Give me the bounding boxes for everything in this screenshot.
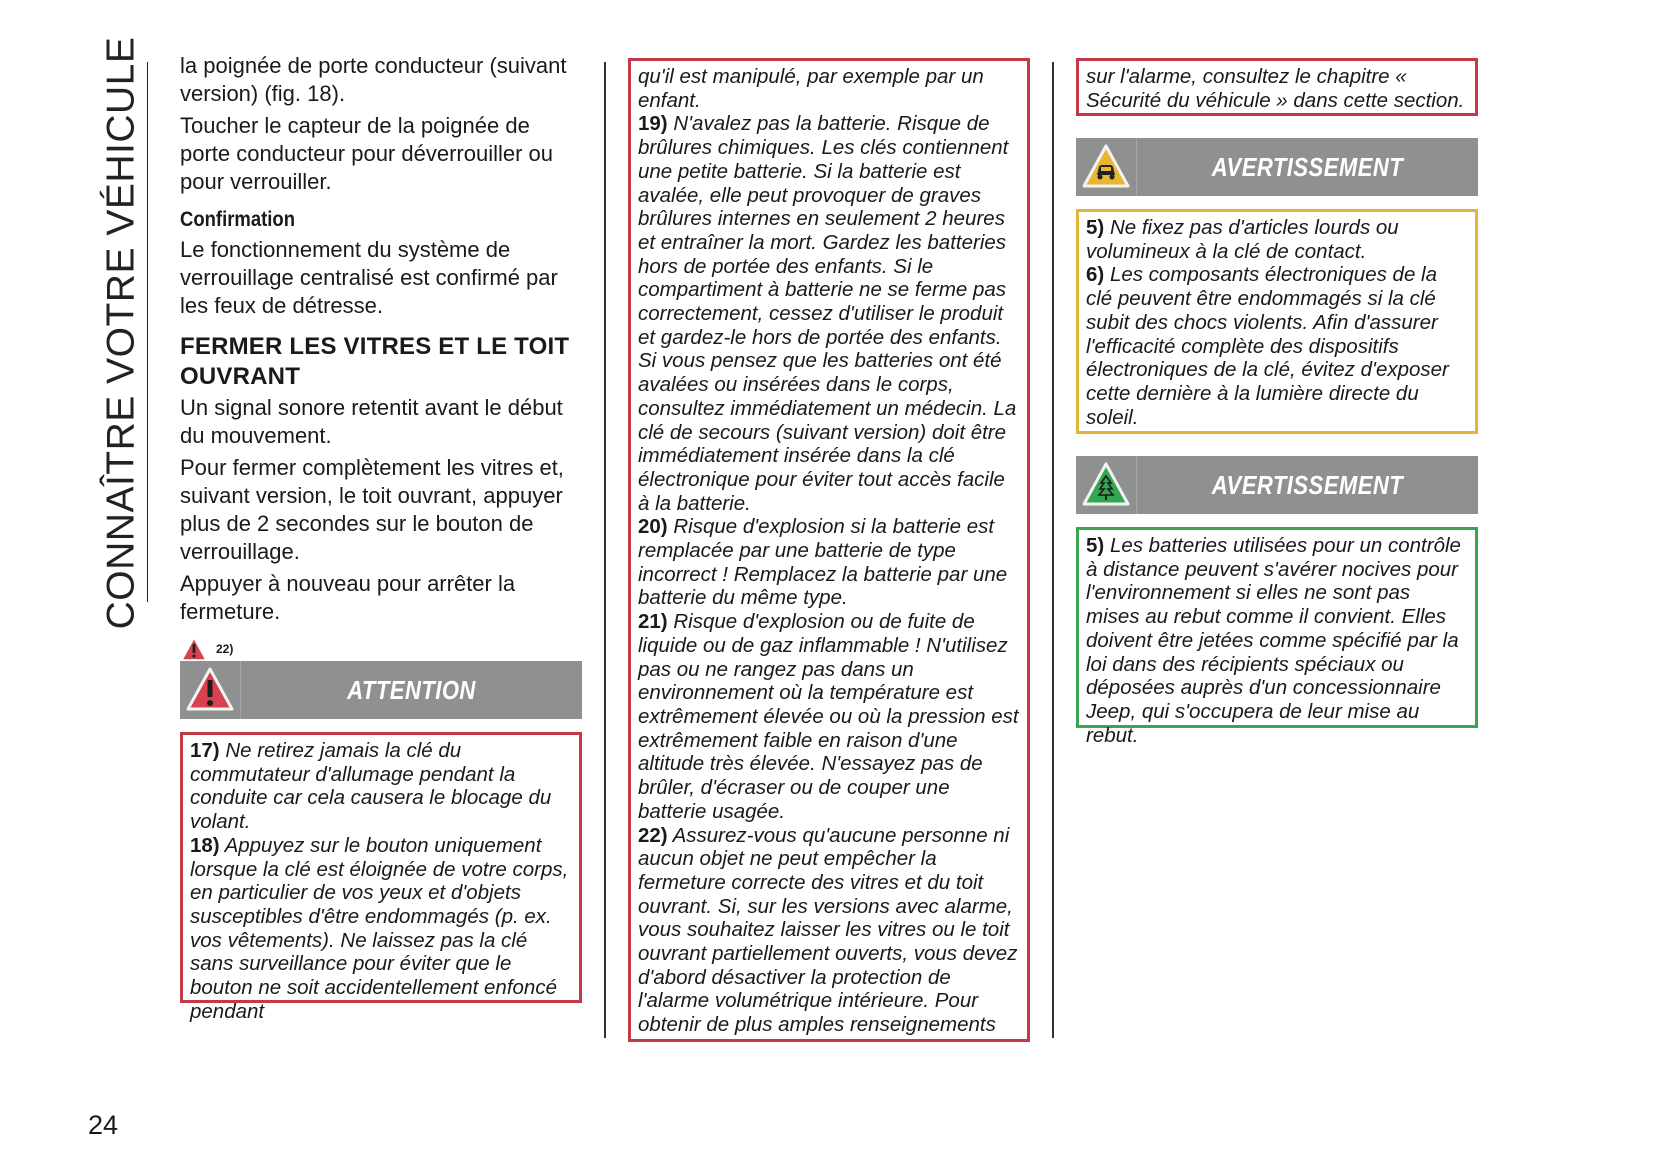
environment-tree-triangle-icon [1080,460,1132,510]
warning-label: AVERTISSEMENT [1211,151,1404,182]
paragraph: la poignée de porte conducteur (suivant version) (fig. 18). [180,53,567,106]
attention-icon-box [180,661,241,719]
car-warning-triangle-icon [1080,142,1132,192]
note-item: 20) Risque d'explosion si la batterie est remplacée par une batterie de type incorrect ! Remplacez la batterie par une batterie du même type. [638,515,1008,610]
environment-icon-box [1076,456,1137,514]
note-item: 5) Ne fixez pas d'articles lourds ou volumineux à la clé de contact. [1086,216,1399,263]
paragraph: Le fonctionnement du système de verrouillage centralisé est confirmé par les feux de détresse. [180,237,558,318]
paragraph: Un signal sonore retentit avant le début du mouvement. [180,395,563,448]
note-item: 19) N'avalez pas la batterie. Risque de brûlures chimiques. Les clés contiennent une petite batterie. Si la batterie est avalée, elle peut provoquer de graves brûlures internes en seulement 2 heures et entraîner la mort. Gardez les batteries hors de portée des enfants. Si le compartiment à batterie ne se ferme pas correctement, cessez d'utiliser le produit et gardez-le hors de portée des enfants. Si vous pensez que les batteries ont été avalées ou insérées dans le corps, consultez immédiatement un médecin. La clé de secours (suivant version) doit être immédiatement insérée dans la clé électronique pour éviter tout accès facile à la batterie. [638,112,1017,515]
note-item: 22) Assurez-vous qu'aucune personne ni aucun objet ne peut empêcher la fermeture correcte des vitres et du toit ouvrant. Si, sur les versions avec alarme, vous souhaitez laisser les vitres ou le toit ouvrant partiellement ouverts, vous devez d'abord désactiver la protection de l'alarme volumétrique intérieure. Pour obtenir de plus amples renseignements [638,823,1018,1037]
note-item: 21) Risque d'explosion ou de fuite de liquide ou de gaz inflammable ! N'utilisez pas ou ne rangez pas dans un environnement où la température est extrêmement élevée ou où la pression est extrêmement faible en raison d'une altitude très élevée. N'essayez pas de brûler, d'écraser ou de couper une batterie usagée. [638,610,1019,823]
environment-label: AVERTISSEMENT [1211,469,1404,500]
paragraph: Appuyer à nouveau pour arrêter la fermeture. [180,571,516,624]
warning-ref-number: 22) [216,642,234,656]
paragraph: Toucher le capteur de la poignée de porte conducteur pour déverrouiller ou pour verrouiller. [180,113,554,194]
danger-notes-tail-box [1076,58,1478,116]
chapter-side-title [96,36,146,629]
side-divider [147,62,148,602]
paragraph: Pour fermer complètement les vitres et, suivant version, le toit ouvrant, appuyer plus de 2 secondes sur le bouton de verrouillage. [180,455,564,564]
column-divider [604,62,606,1038]
attention-notes-box [180,732,582,1023]
column-divider [1052,62,1054,1038]
attention-label: ATTENTION [347,674,476,705]
attention-banner [180,661,582,719]
column-1 [180,52,580,662]
note-item: 5) Les batteries utilisées pour un contrôle à distance peuvent s'avérer nocives pour l'environnement si elles ne sont pas mises au rebut comme il convient. Elles doivent être jetées comme spécifié par la loi dans des récipients spéciaux ou déposées auprès d'un concessionnaire Jeep, qui s'occupera de leur mise au rebut. [1086,534,1461,747]
warning-banner [1076,138,1478,196]
environment-banner [1076,456,1478,514]
chapter-title-text: CONNAÎTRE VOTRE VÉHICULE [99,36,143,629]
warning-icon-box [1076,138,1137,196]
danger-triangle-icon [180,636,208,662]
note-item: 18) Appuyez sur le bouton uniquement lorsque la clé est éloignée de votre corps, en particulier de vos yeux et d'objets susceptibles d'être endommagés (p. ex. vos vêtements). Ne laissez pas la clé sans surveillance pour éviter que le bouton ne soit accidentellement enfoncé pendant [190,833,569,1023]
inline-warning-reference [180,636,580,662]
danger-triangle-icon [184,665,236,715]
environment-notes-box [1076,527,1478,747]
note-item: 6) Les composants électroniques de la clé peuvent être endommagés si la clé subit des chocs violents. Afin d'assurer l'efficacité complète des dispositifs électroniques de la clé, évitez d'exposer cette dernière à la lumière directe du soleil. [1086,263,1449,429]
warning-notes-box [1076,209,1478,434]
note-item: qu'il est manipulé, par exemple par un enfant. [638,65,984,112]
note-item: sur l'alarme, consultez le chapitre « Sécurité du véhicule » dans cette section. [1086,65,1465,112]
section-heading: FERMER LES VITRES ET LE TOIT OUVRANT [180,333,570,390]
note-item: 17) Ne retirez jamais la clé du commutateur d'allumage pendant la conduite car cela causera le blocage du volant. [190,739,552,834]
subheading-confirmation: Confirmation [180,208,295,231]
danger-notes-continued-box [628,58,1030,1042]
page-number: 24 [88,1110,119,1140]
